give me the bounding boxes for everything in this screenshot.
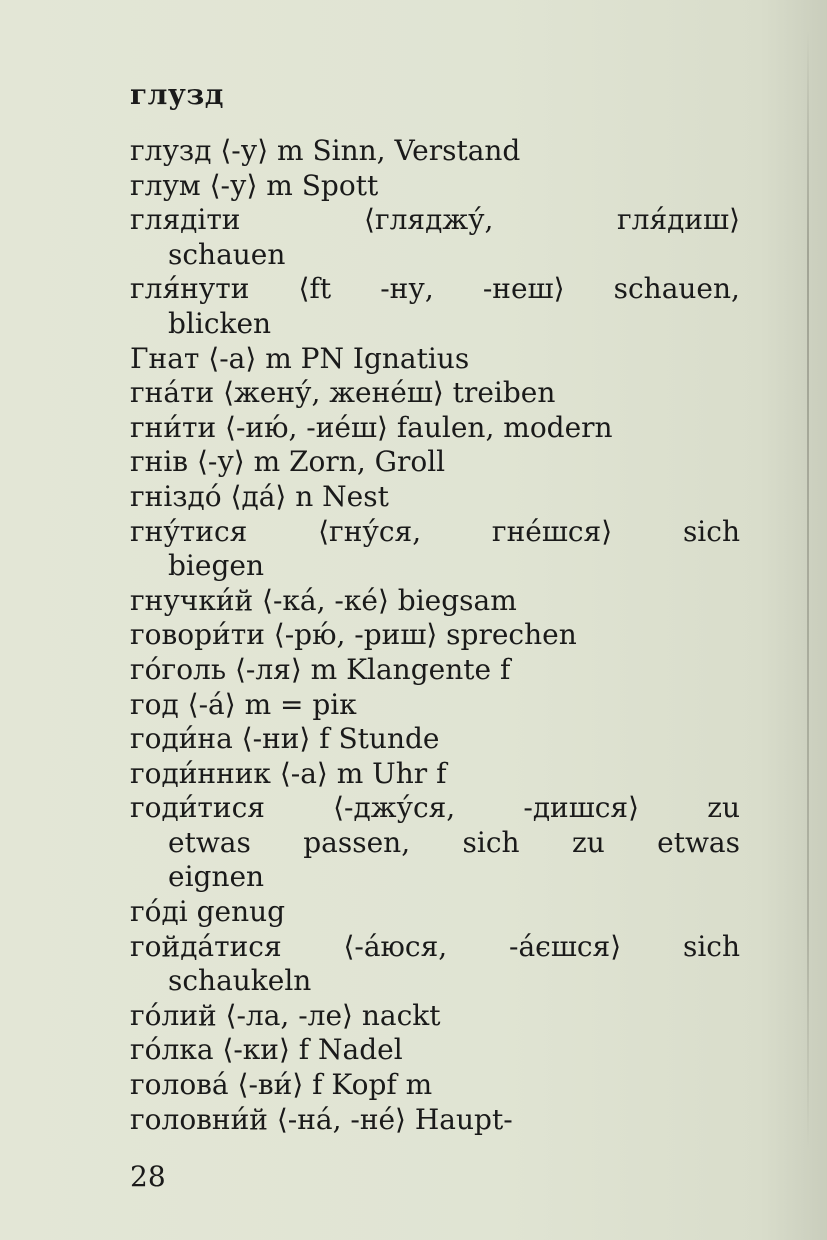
dictionary-entry: го́лка ⟨-ки⟩ f Nadel — [130, 1033, 403, 1067]
entry-continuation-line: eignen — [168, 860, 265, 894]
dictionary-entry: гля́нути ⟨ft -ну, -неш⟩ schauen, — [130, 272, 740, 306]
dictionary-entry: гни́ти ⟨-ию́, -ие́ш⟩ faulen, modern — [130, 410, 613, 444]
entry-continuation-line: biegen — [168, 549, 264, 583]
dictionary-entry: го́лий ⟨-ла, -ле⟩ nackt — [130, 998, 441, 1032]
dictionary-entry: годи́на ⟨-ни⟩ f Stunde — [130, 722, 440, 756]
page-number: 28 — [130, 1160, 166, 1193]
dictionary-entry: гніздо́ ⟨да́⟩ n Nest — [130, 479, 389, 513]
entry-continuation-line: blicken — [168, 306, 272, 340]
dictionary-entry: гнучки́й ⟨-ка́, -ке́⟩ biegsam — [130, 583, 517, 617]
dictionary-entry: год ⟨-а́⟩ m = рік — [130, 687, 357, 721]
dictionary-entry: головни́й ⟨-на́, -не́⟩ Haupt- — [130, 1102, 513, 1136]
dictionary-entry: глузд ⟨-у⟩ m Sinn, Verstand — [130, 134, 521, 167]
dictionary-entry: го́ді genug — [130, 895, 286, 929]
page-edge — [807, 30, 809, 1150]
dictionary-entry: гну́тися ⟨гну́ся, гне́шся⟩ sich — [130, 514, 740, 548]
dictionary-entry: глядіти ⟨гляджу́, гля́диш⟩ — [130, 203, 740, 237]
dictionary-entry: го́голь ⟨-ля⟩ m Klangente f — [130, 652, 511, 686]
entry-continuation-line: etwas passen, sich zu etwas — [168, 825, 740, 859]
dictionary-entry: годи́нник ⟨-а⟩ m Uhr f — [130, 756, 447, 790]
dictionary-entry: годи́тися ⟨-джу́ся, -дишся⟩ zu — [130, 791, 740, 825]
dictionary-entry: Гнат ⟨-а⟩ m PN Ignatius — [130, 341, 470, 375]
entry-list — [130, 134, 740, 1137]
entry-continuation-line: schauen — [168, 237, 286, 271]
guide-word: глузд — [130, 78, 224, 111]
dictionary-entry: гнів ⟨-у⟩ m Zorn, Groll — [130, 445, 446, 479]
dictionary-entry: гойда́тися ⟨-а́юся, -а́єшся⟩ sich — [130, 929, 740, 963]
dictionary-entry: гна́ти ⟨жену́, жене́ш⟩ treiben — [130, 376, 556, 410]
entry-continuation-line: schaukeln — [168, 964, 312, 998]
dictionary-entry: глум ⟨-у⟩ m Spott — [130, 168, 379, 202]
dictionary-entry: голова́ ⟨-ви́⟩ f Kopf m — [130, 1068, 433, 1102]
dictionary-entry: говори́ти ⟨-рю́, -риш⟩ sprechen — [130, 618, 577, 652]
